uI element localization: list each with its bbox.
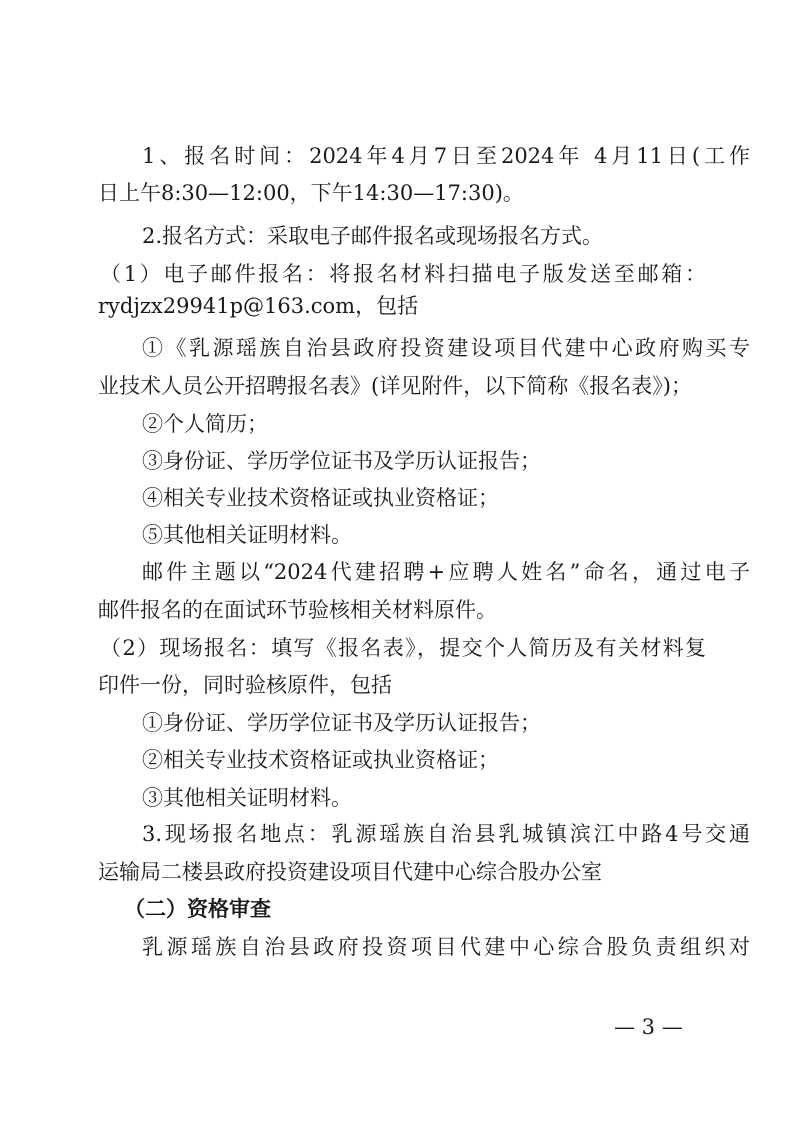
text-line-item-1-form-cont: 业技术人员公开招聘报名表》(详见附件，以下简称《报名表》)；	[98, 374, 692, 398]
text-line-working-hours: 日上午8:30—12:00，下午14:30—17:30)。	[98, 181, 524, 205]
text-line-item-5-other: ⑤其他相关证明材料。	[142, 523, 352, 547]
text-line-onsite-location-cont: 运输局二楼县政府投资建设项目代建中心综合股办公室	[98, 860, 602, 884]
text-line-onsite-registration: （2）现场报名：填写《报名表》，提交个人简历及有关材料复	[100, 636, 706, 660]
text-line-email-registration: （1）电子邮件报名：将报名材料扫描电子版发送至邮箱：	[100, 262, 706, 286]
text-line-review-body: 乳源瑶族自治县政府投资项目代建中心综合股负责组织对	[142, 935, 750, 959]
page-number: — 3 —	[614, 1015, 683, 1039]
text-line-onsite-item-2: ②相关专业技术资格证或执业资格证；	[142, 748, 499, 772]
text-line-item-4-qualification: ④相关专业技术资格证或执业资格证；	[142, 486, 499, 510]
text-line-registration-method: 2.报名方式：采取电子邮件报名或现场报名方式。	[142, 224, 604, 248]
text-line-item-2-resume: ②个人简历；	[142, 412, 268, 436]
text-line-item-1-form: ①《乳源瑶族自治县政府投资建设项目代建中心政府购买专	[142, 336, 750, 360]
text-line-email-address: rydjzx29941p@163.com，包括	[98, 294, 419, 318]
text-line-onsite-cont: 印件一份，同时验核原件，包括	[98, 673, 392, 697]
text-line-onsite-location: 3.现场报名地点：乳源瑶族自治县乳城镇滨江中路4号交通	[142, 822, 750, 846]
text-line-item-3-id: ③身份证、学历学位证书及学历认证报告；	[142, 449, 541, 473]
text-line-onsite-item-1: ①身份证、学历学位证书及学历认证报告；	[142, 711, 541, 735]
text-line-email-verify: 邮件报名的在面试环节验核相关材料原件。	[98, 598, 497, 622]
section-heading-qualification-review: （二）资格审查	[124, 896, 271, 921]
text-line-email-subject: 邮件主题以“2024代建招聘+应聘人姓名”命名，通过电子	[142, 560, 750, 584]
text-line-registration-time: 1、报名时间：2024年4月7日至2024年 4月11日(工作	[142, 144, 750, 168]
text-line-onsite-item-3: ③其他相关证明材料。	[142, 786, 352, 810]
